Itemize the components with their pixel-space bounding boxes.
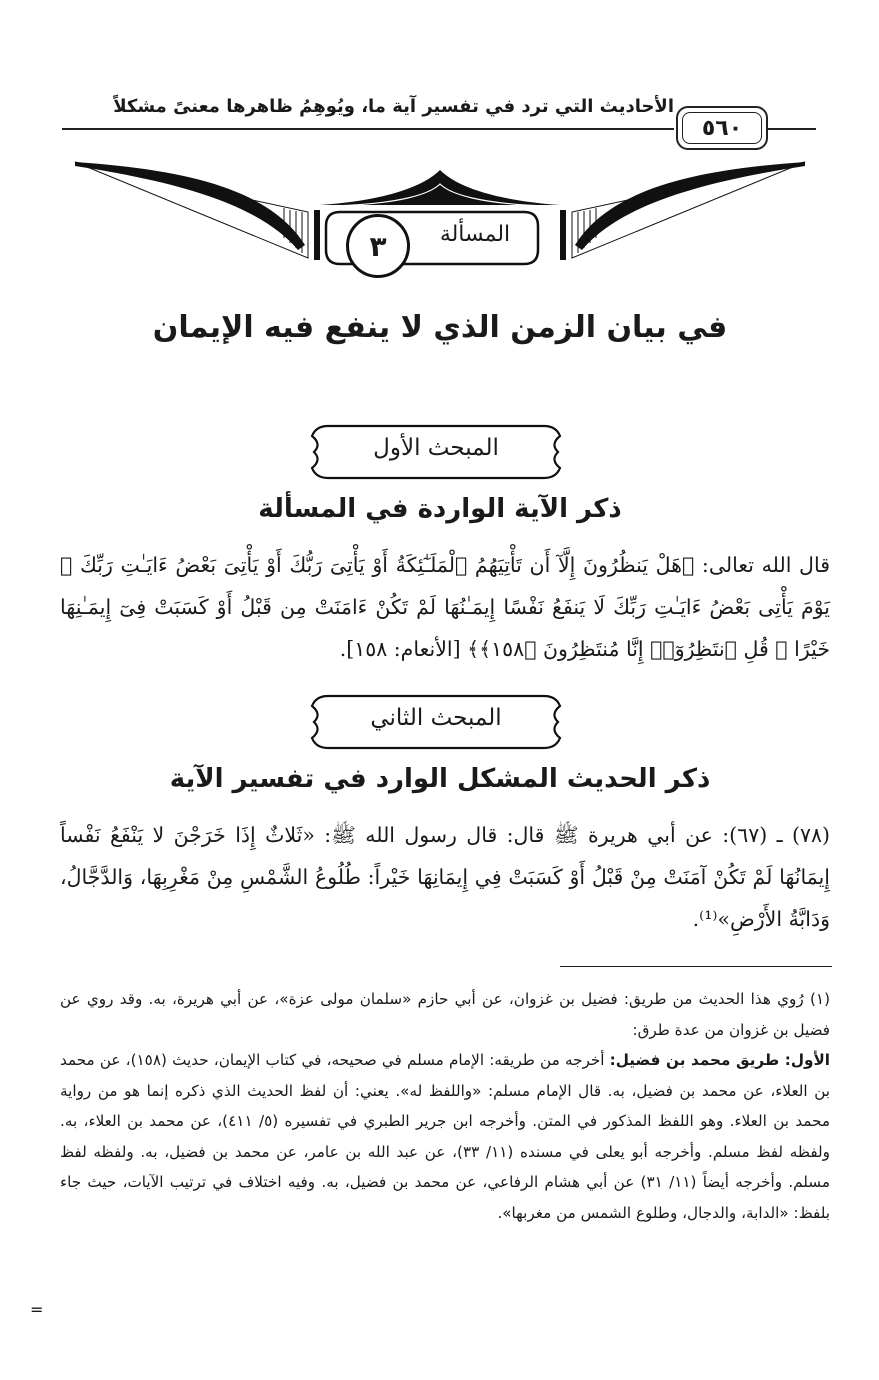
section2-hadith: (٧٨) ـ (٦٧): عن أبي هريرة ﷺ قال: قال رسول الله ﷺ: «ثَلاثٌ إِذَا خَرَجْنَ لا يَنْفَعُ نَفْساً إِيمَانُهَا لَمْ تَكُنْ آمَنَتْ مِنْ قَبْلُ أَوْ كَسَبَتْ فِي إِيمَانِهَا خَيْراً: طُلُوعُ الشَّمْسِ مِنْ مَغْرِبِهَا، وَالدَّجَّالُ، وَدَابَّةُ الأَرْضِ»⁽¹⁾. [60,823,830,931]
section2-label: المبحث الثاني [370,705,502,731]
footnote-p2-heading: الأول: طريق محمد بن فضيل: [609,1051,831,1069]
section1-label: المبحث الأول [373,435,499,461]
footnote-number: (١) [809,990,830,1008]
footnote-p2: أخرجه من طريقه: الإمام مسلم في صحيحه، في كتاب الإيمان، حديث (١٥٨)، عن محمد بن العلاء، عن محمد بن فضيل، به. قال الإمام مسلم: «واللفظ له». يعني: أن لفظ الحديث الذي ذكره إنما هو من رواية محمد بن العلاء. وهو اللفظ المذكور في المتن. وأخرجه ابن جرير الطبري في تفسيره (٥/ ٤١١)، عن محمد بن العلاء، به. ولفظه لفظ مسلم. وأخرجه أبو يعلى في مسنده (١١/ ٣٣)، عن عبد الله بن عامر، عن محمد بن فضيل، به. ولفظه لفظ مسلم. وأخرجه أيضاً (١١/ ٣١) عن أبي هشام الرفاعي، عن محمد بن فضيل، به. وفيه اختلاف في ترتيب الآيات، حيث جاء بلفظ: «الدابة، والدجال، وطلوع الشمس من مغربها». [60,1051,831,1222]
masala-number: ٣ [346,214,410,278]
header-rule [62,128,674,130]
footnote-rule [560,966,832,967]
section1-heading: ذكر الآية الواردة في المسألة [258,494,622,524]
section2-heading: ذكر الحديث المشكل الوارد في تفسير الآية [169,764,711,794]
page-number [676,106,768,150]
footnote-p1: رُوي هذا الحديث من طريق: فضيل بن غزوان، عن أبي حازم «سلمان مولى عزة»، عن أبي هريرة، به. وقد روي عن فضيل بن غزوان من عدة طرق: [60,990,830,1039]
header-rule-right [768,128,816,130]
main-title: في بيان الزمن الذي لا ينفع فيه الإيمان [152,310,728,345]
continuation-mark: = [30,1300,44,1319]
footnote [60,984,830,1228]
page-number-text: ٥٦٠ [701,115,743,141]
masala-label: المسألة [439,222,511,247]
running-title: الأحاديث التي ترد في تفسير آية ما، ويُوهِمُ ظاهرها معنىً مشكلاً [113,96,674,117]
section1-verse: قال الله تعالى: ﴿هَلْ يَنظُرُونَ إِلَّآ أَن تَأْتِيَهُمُ ٱلْمَلَـٰٓئِكَةُ أَوْ يَأْتِىَ رَبُّكَ أَوْ يَأْتِىَ بَعْضُ ءَايَـٰتِ رَبِّكَ ۗ يَوْمَ يَأْتِى بَعْضُ ءَايَـٰتِ رَبِّكَ لَا يَنفَعُ نَفْسًا إِيمَـٰنُهَا لَمْ تَكُنْ ءَامَنَتْ مِن قَبْلُ أَوْ كَسَبَتْ فِىٓ إِيمَـٰنِهَا خَيْرًا ۗ قُلِ ٱنتَظِرُوٓا۟ إِنَّا مُنتَظِرُونَ ﴿١٥٨﴾﴾ [الأنعام: ١٥٨]. [60,553,830,661]
